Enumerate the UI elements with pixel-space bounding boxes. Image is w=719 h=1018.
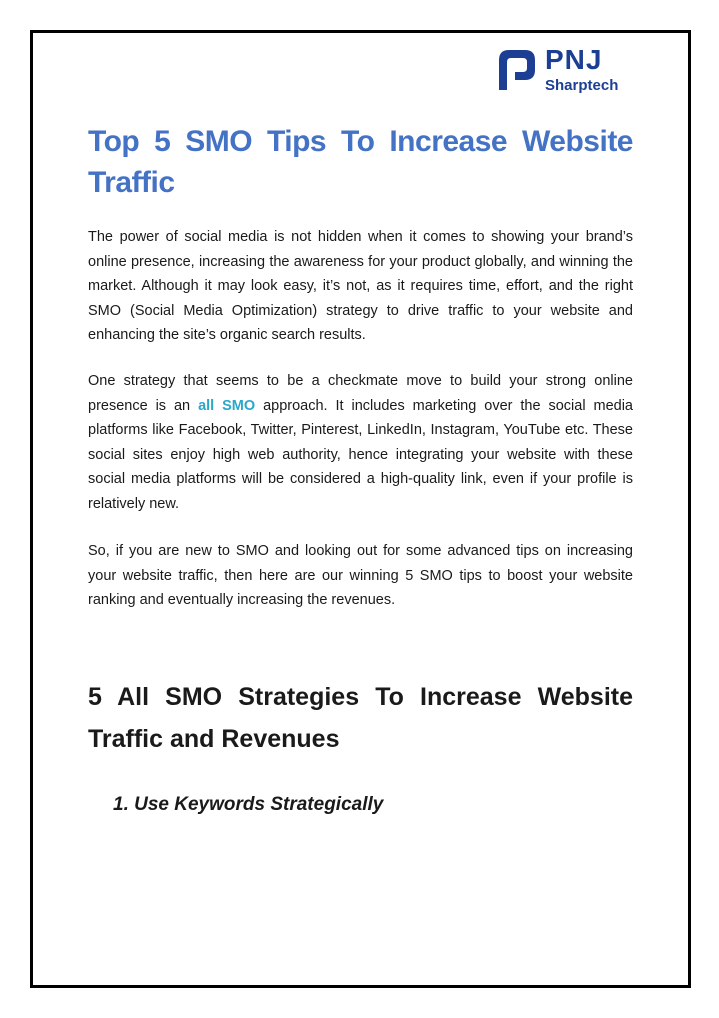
section-heading: 5 All SMO Strategies To Increase Website Traffic and Revenues [88, 683, 633, 753]
page-title: Top 5 SMO Tips To Increase Website Traffic [88, 125, 633, 199]
strategy-text-after: approach. It includes marketing over the social media platforms like Facebook, Twitter, Pinterest, LinkedIn, Instagram, YouTube etc. These social sites enjoy high web authority, hence integrating your website with these social media platforms will be considered a high-quality link, even if your profile is relatively new. [88, 397, 633, 512]
pnj-sharptech-logo [495, 44, 645, 104]
all-smo-link[interactable]: all SMO [198, 397, 256, 414]
strategy-paragraph [88, 369, 633, 516]
document-page [30, 30, 691, 988]
tips-intro-paragraph: So, if you are new to SMO and looking out for some advanced tips on increasing your website traffic, then here are our winning 5 SMO tips to boost your website ranking and eventually increasing the revenues. [88, 543, 633, 608]
logo-mark-icon [495, 46, 539, 94]
subsection-heading: 1. Use Keywords Strategically [113, 794, 384, 815]
intro-paragraph: The power of social media is not hidden when it comes to showing your brand’s online presence, increasing the awareness for your product globally, and winning the market. Although it may look easy, it’s not, as it requires time, effort, and the right SMO (Social Media Optimization) strategy to drive traffic to your website and enhancing the site’s organic search results. [88, 229, 633, 343]
logo-tagline: Sharptech [545, 77, 619, 94]
strategy-text-before: One strategy that seems to be a checkmate move to build your strong online presence is an [88, 373, 633, 414]
logo-name: PNJ [545, 44, 603, 75]
